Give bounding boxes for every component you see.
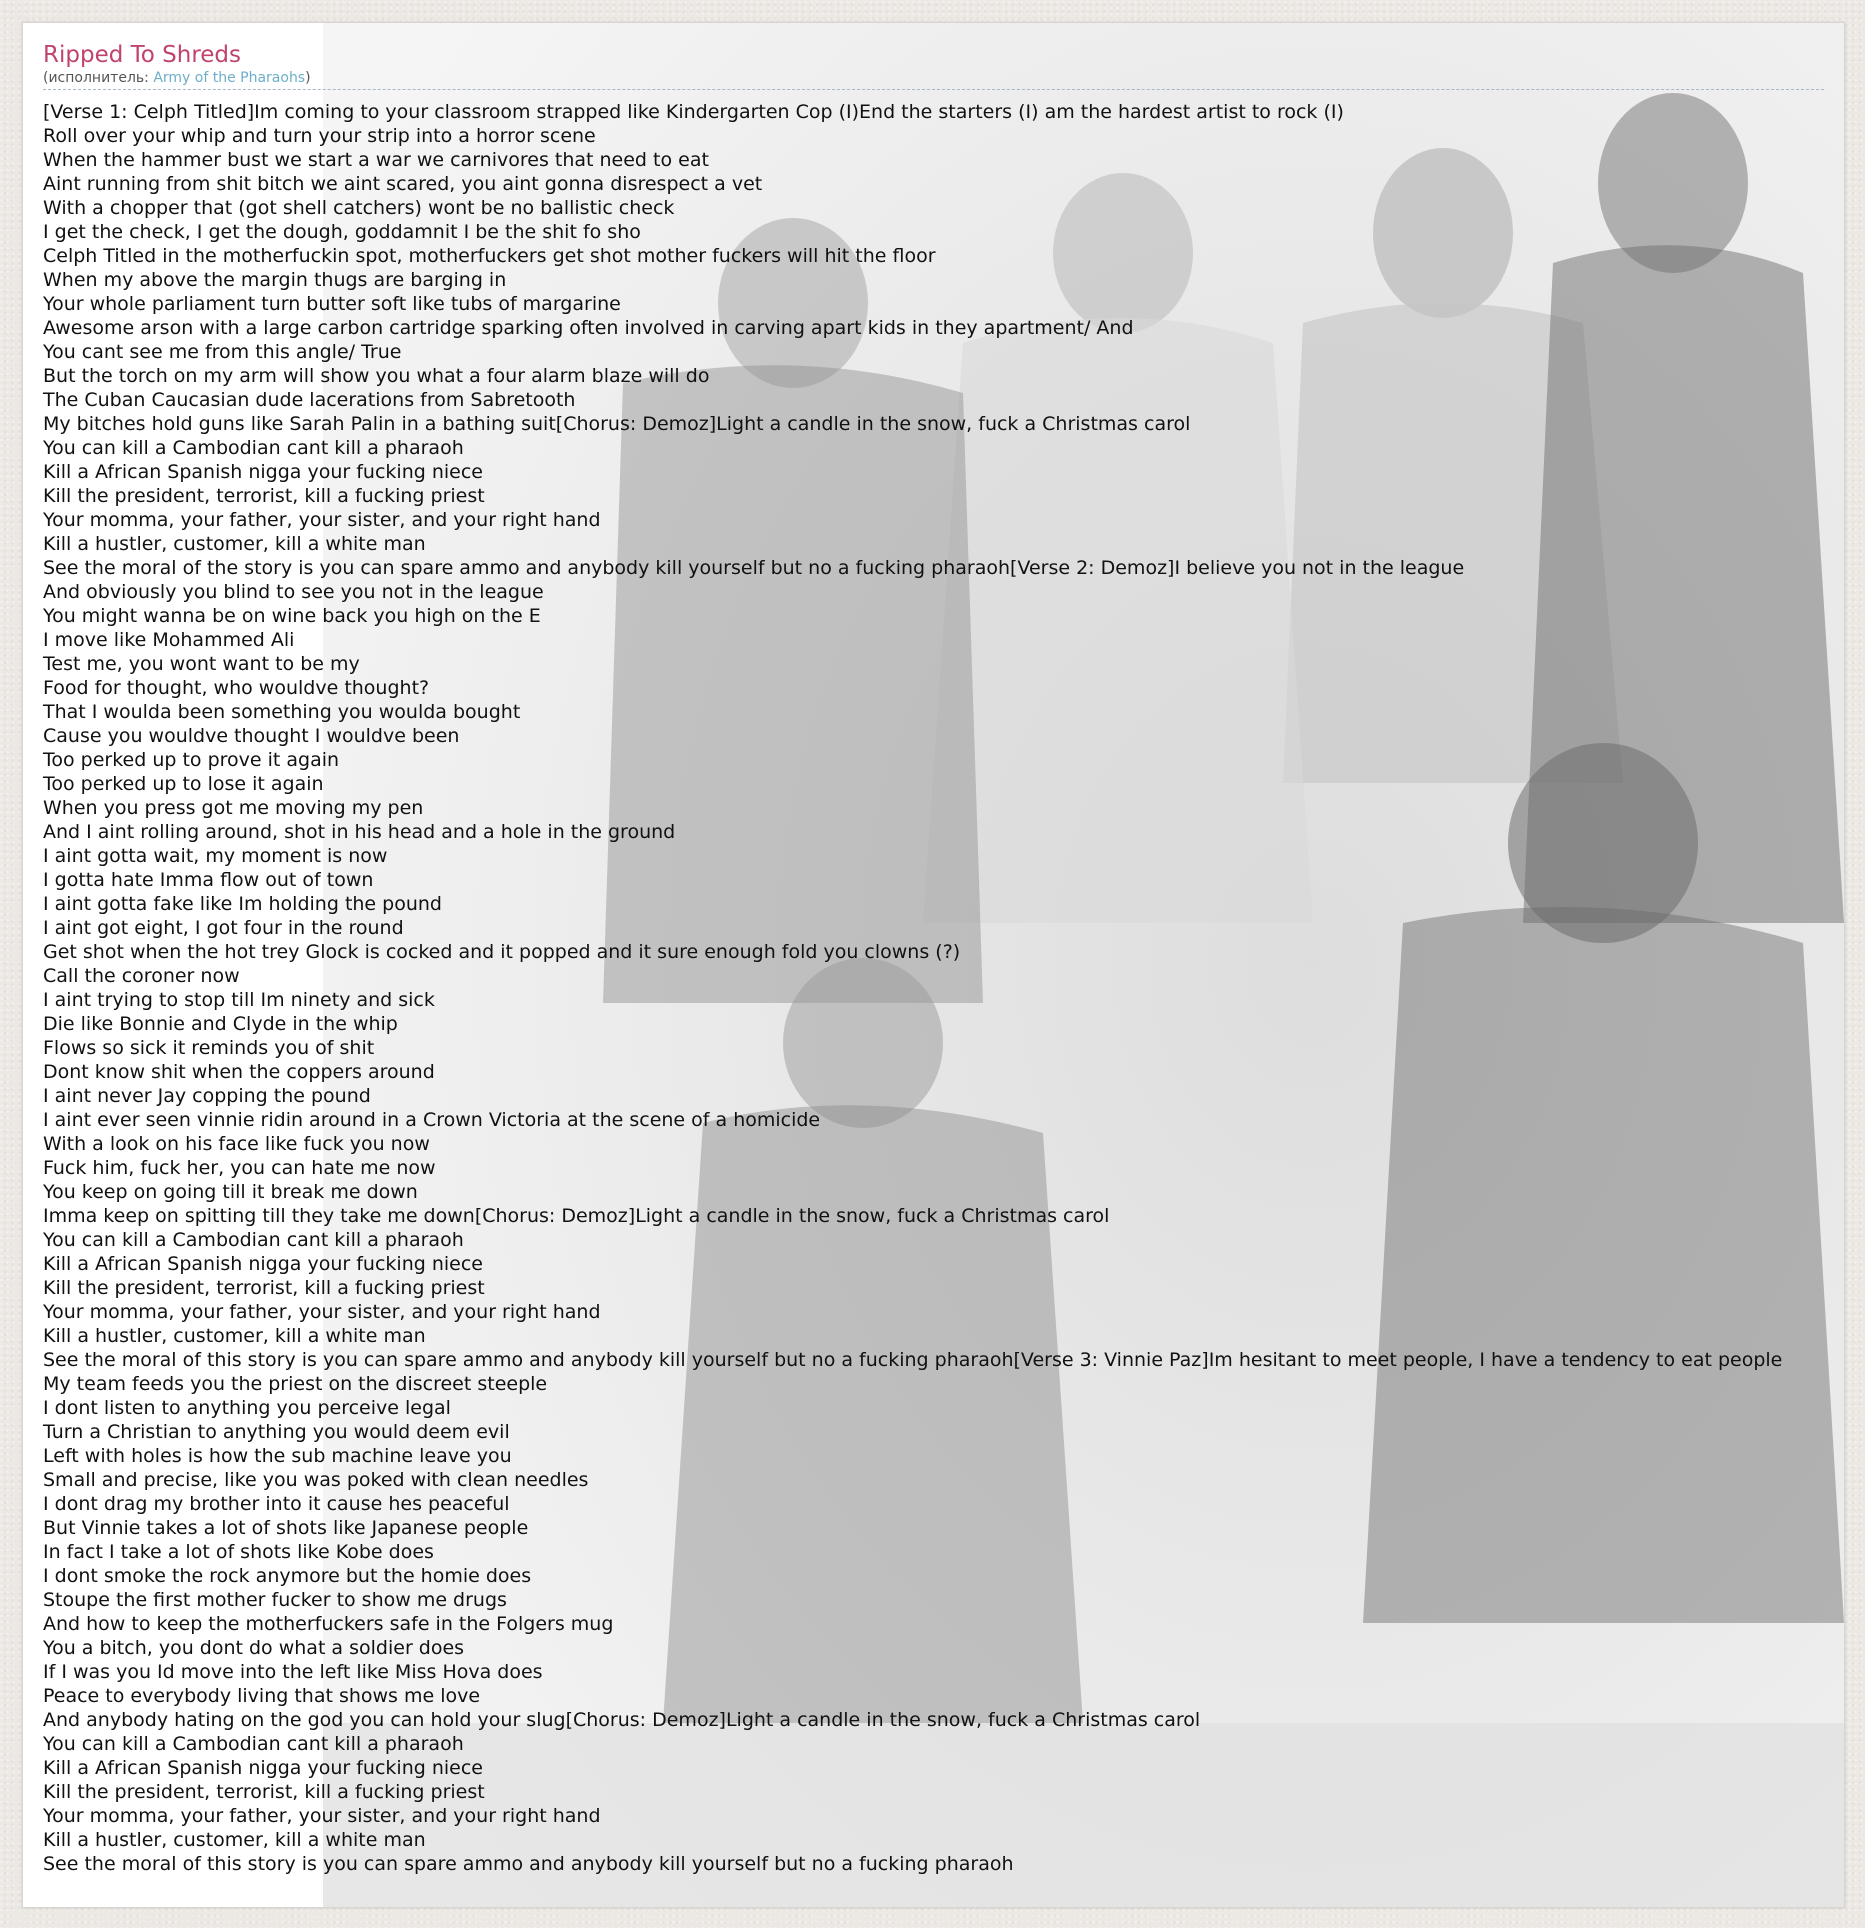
lyric-line: Kill a African Spanish nigga your fucking niece: [43, 461, 483, 483]
lyric-line: You can kill a Cambodian cant kill a pharaoh: [43, 1733, 464, 1755]
lyric-line: Too perked up to lose it again: [43, 773, 324, 795]
lyric-line: When my above the margin thugs are barging in: [43, 269, 507, 291]
lyric-line: Kill a hustler, customer, kill a white man: [43, 533, 426, 555]
lyric-line: My bitches hold guns like Sarah Palin in a bathing suit[Chorus: Demoz]Light a candle in the snow, fuck a Christmas carol: [43, 413, 1191, 435]
lyric-line: Your whole parliament turn butter soft like tubs of margarine: [43, 293, 621, 315]
lyric-line: Turn a Christian to anything you would deem evil: [43, 1421, 510, 1443]
lyric-line: Small and precise, like you was poked with clean needles: [43, 1469, 589, 1491]
lyric-line: Your momma, your father, your sister, and your right hand: [43, 509, 601, 531]
lyric-line: Imma keep on spitting till they take me down[Chorus: Demoz]Light a candle in the snow, fuck a Christmas carol: [43, 1205, 1110, 1227]
lyric-line: You cant see me from this angle/ True: [43, 341, 402, 363]
lyric-line: Dont know shit when the coppers around: [43, 1061, 435, 1083]
lyric-line: Awesome arson with a large carbon cartridge sparking often involved in carving apart kids in they apartment/ And: [43, 317, 1134, 339]
lyric-line: If I was you Id move into the left like Miss Hova does: [43, 1661, 543, 1683]
lyric-line: I dont drag my brother into it cause hes peaceful: [43, 1493, 510, 1515]
lyric-line: Your momma, your father, your sister, and your right hand: [43, 1301, 601, 1323]
lyric-line: I dont smoke the rock anymore but the homie does: [43, 1565, 532, 1587]
lyric-line: You can kill a Cambodian cant kill a pharaoh: [43, 1229, 464, 1251]
lyric-line: [Verse 1: Celph Titled]Im coming to your classroom strapped like Kindergarten Cop (I)End the starters (I) am the hardest artist to rock (I): [43, 101, 1344, 123]
artist-prefix: (исполнитель:: [43, 70, 154, 86]
lyric-line: When the hammer bust we start a war we carnivores that need to eat: [43, 149, 709, 171]
lyric-line: And obviously you blind to see you not in the league: [43, 581, 544, 603]
lyric-line: Peace to everybody living that shows me love: [43, 1685, 481, 1707]
lyric-line: See the moral of this story is you can spare ammo and anybody kill yourself but no a fucking pharaoh: [43, 1853, 1014, 1875]
lyric-line: Kill the president, terrorist, kill a fucking priest: [43, 485, 485, 507]
lyric-line: That I woulda been something you woulda bought: [43, 701, 521, 723]
lyric-line: Stoupe the first mother fucker to show me drugs: [43, 1589, 507, 1611]
lyric-line: Food for thought, who wouldve thought?: [43, 677, 430, 699]
lyric-line: Get shot when the hot trey Glock is cocked and it popped and it sure enough fold you clowns (?): [43, 941, 961, 963]
lyrics-text: [43, 100, 1824, 1876]
lyric-line: Your momma, your father, your sister, and your right hand: [43, 1805, 601, 1827]
lyric-line: You can kill a Cambodian cant kill a pharaoh: [43, 437, 464, 459]
lyric-line: And how to keep the motherfuckers safe in the Folgers mug: [43, 1613, 614, 1635]
lyric-line: Cause you wouldve thought I wouldve been: [43, 725, 460, 747]
lyric-line: Die like Bonnie and Clyde in the whip: [43, 1013, 398, 1035]
lyric-line: The Cuban Caucasian dude lacerations from Sabretooth: [43, 389, 576, 411]
artist-link[interactable]: Army of the Pharaohs: [153, 70, 306, 86]
lyric-line: I aint got eight, I got four in the round: [43, 917, 404, 939]
lyric-line: Celph Titled in the motherfuckin spot, motherfuckers get shot mother fuckers will hit the floor: [43, 245, 936, 267]
lyric-line: In fact I take a lot of shots like Kobe does: [43, 1541, 434, 1563]
lyric-line: See the moral of the story is you can spare ammo and anybody kill yourself but no a fucking pharaoh[Verse 2: Demoz]I believe you not in the league: [43, 557, 1465, 579]
lyric-line: But Vinnie takes a lot of shots like Japanese people: [43, 1517, 529, 1539]
lyric-line: You keep on going till it break me down: [43, 1181, 418, 1203]
lyric-line: I aint ever seen vinnie ridin around in a Crown Victoria at the scene of a homicide: [43, 1109, 821, 1131]
lyric-line: But the torch on my arm will show you what a four alarm blaze will do: [43, 365, 710, 387]
lyric-line: Kill the president, terrorist, kill a fucking priest: [43, 1781, 485, 1803]
lyric-line: With a look on his face like fuck you now: [43, 1133, 430, 1155]
lyric-line: Kill the president, terrorist, kill a fucking priest: [43, 1277, 485, 1299]
lyric-line: I aint never Jay copping the pound: [43, 1085, 371, 1107]
lyric-line: I get the check, I get the dough, goddamnit I be the shit fo sho: [43, 221, 641, 243]
lyric-line: Kill a African Spanish nigga your fucking niece: [43, 1757, 483, 1779]
lyric-line: You might wanna be on wine back you high on the E: [43, 605, 541, 627]
lyric-line: I aint gotta fake like Im holding the pound: [43, 893, 442, 915]
lyric-line: Test me, you wont want to be my: [43, 653, 360, 675]
lyric-line: I dont listen to anything you perceive legal: [43, 1397, 451, 1419]
lyric-line: See the moral of this story is you can spare ammo and anybody kill yourself but no a fucking pharaoh[Verse 3: Vinnie Paz]Im hesitant to meet people, I have a tendency to eat people: [43, 1349, 1783, 1371]
artist-suffix: ): [305, 70, 311, 86]
lyric-line: Too perked up to prove it again: [43, 749, 340, 771]
content-area: [43, 41, 1824, 1876]
lyric-line: My team feeds you the priest on the discreet steeple: [43, 1373, 548, 1395]
lyric-line: I aint gotta wait, my moment is now: [43, 845, 388, 867]
lyric-line: And I aint rolling around, shot in his head and a hole in the ground: [43, 821, 676, 843]
lyric-line: Kill a hustler, customer, kill a white man: [43, 1325, 426, 1347]
lyric-line: Kill a hustler, customer, kill a white man: [43, 1829, 426, 1851]
lyric-line: You a bitch, you dont do what a soldier does: [43, 1637, 465, 1659]
lyric-line: Aint running from shit bitch we aint scared, you aint gonna disrespect a vet: [43, 173, 763, 195]
lyric-line: Call the coroner now: [43, 965, 240, 987]
lyric-line: I move like Mohammed Ali: [43, 629, 295, 651]
lyric-line: When you press got me moving my pen: [43, 797, 424, 819]
lyric-line: Left with holes is how the sub machine leave you: [43, 1445, 512, 1467]
artist-line: [43, 69, 1824, 90]
lyric-line: Kill a African Spanish nigga your fucking niece: [43, 1253, 483, 1275]
lyric-line: I gotta hate Imma flow out of town: [43, 869, 374, 891]
lyrics-panel: [22, 22, 1845, 1908]
lyric-line: And anybody hating on the god you can hold your slug[Chorus: Demoz]Light a candle in the snow, fuck a Christmas carol: [43, 1709, 1201, 1731]
song-title: Ripped To Shreds: [43, 42, 242, 68]
lyric-line: I aint trying to stop till Im ninety and sick: [43, 989, 435, 1011]
lyric-line: Flows so sick it reminds you of shit: [43, 1037, 375, 1059]
lyric-line: Roll over your whip and turn your strip into a horror scene: [43, 125, 596, 147]
lyric-line: Fuck him, fuck her, you can hate me now: [43, 1157, 436, 1179]
lyric-line: With a chopper that (got shell catchers) wont be no ballistic check: [43, 197, 675, 219]
